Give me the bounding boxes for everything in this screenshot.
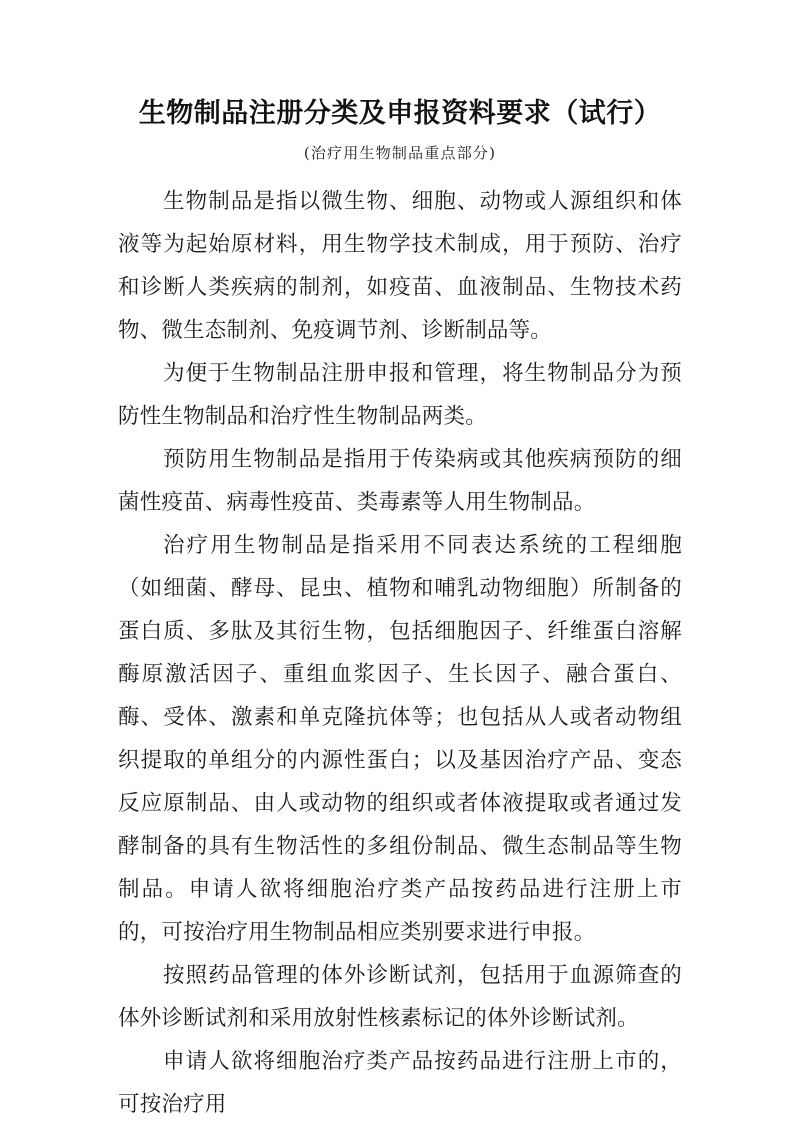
paragraph-3: 预防用生物制品是指用于传染病或其他疾病预防的细菌性疫苗、病毒性疫苗、类毒素等人用生物制品。 bbox=[118, 447, 682, 515]
paragraph-6: 申请人欲将细胞治疗类产品按药品进行注册上市的，可按治疗用 bbox=[118, 1049, 682, 1117]
paragraph-1: 生物制品是指以微生物、细胞、动物或人源组织和体液等为起始原材料，用生物学技术制成，用于预防、治疗和诊断人类疾病的制剂，如疫苗、血液制品、生物技术药物、微生态制剂、免疫调节剂、诊断制品等。 bbox=[118, 189, 682, 343]
paragraph-5: 按照药品管理的体外诊断试剂，包括用于血源筛查的体外诊断试剂和采用放射性核素标记的体外诊断试剂。 bbox=[118, 963, 682, 1031]
document-body bbox=[118, 180, 682, 1126]
document-content bbox=[118, 88, 682, 1126]
paragraph-2: 为便于生物制品注册申报和管理，将生物制品分为预防性生物制品和治疗性生物制品两类。 bbox=[118, 361, 682, 429]
page-subtitle: (治疗用生物制品重点部分) bbox=[303, 144, 497, 162]
paragraph-4: 治疗用生物制品是指采用不同表达系统的工程细胞（如细菌、酵母、昆虫、植物和哺乳动物细胞）所制备的蛋白质、多肽及其衍生物，包括细胞因子、纤维蛋白溶解酶原激活因子、重组血浆因子、生长因子、融合蛋白、酶、受体、激素和单克隆抗体等；也包括从人或者动物组织提取的单组分的内源性蛋白；以及基因治疗产品、变态反应原制品、由人或动物的组织或者体液提取或者通过发酵制备的具有生物活性的多组份制品、微生态制品等生物制品。申请人欲将细胞治疗类产品按药品进行注册上市的，可按治疗用生物制品相应类别要求进行申报。 bbox=[118, 533, 682, 945]
page-title: 生物制品注册分类及申报资料要求（试行） bbox=[138, 98, 662, 129]
